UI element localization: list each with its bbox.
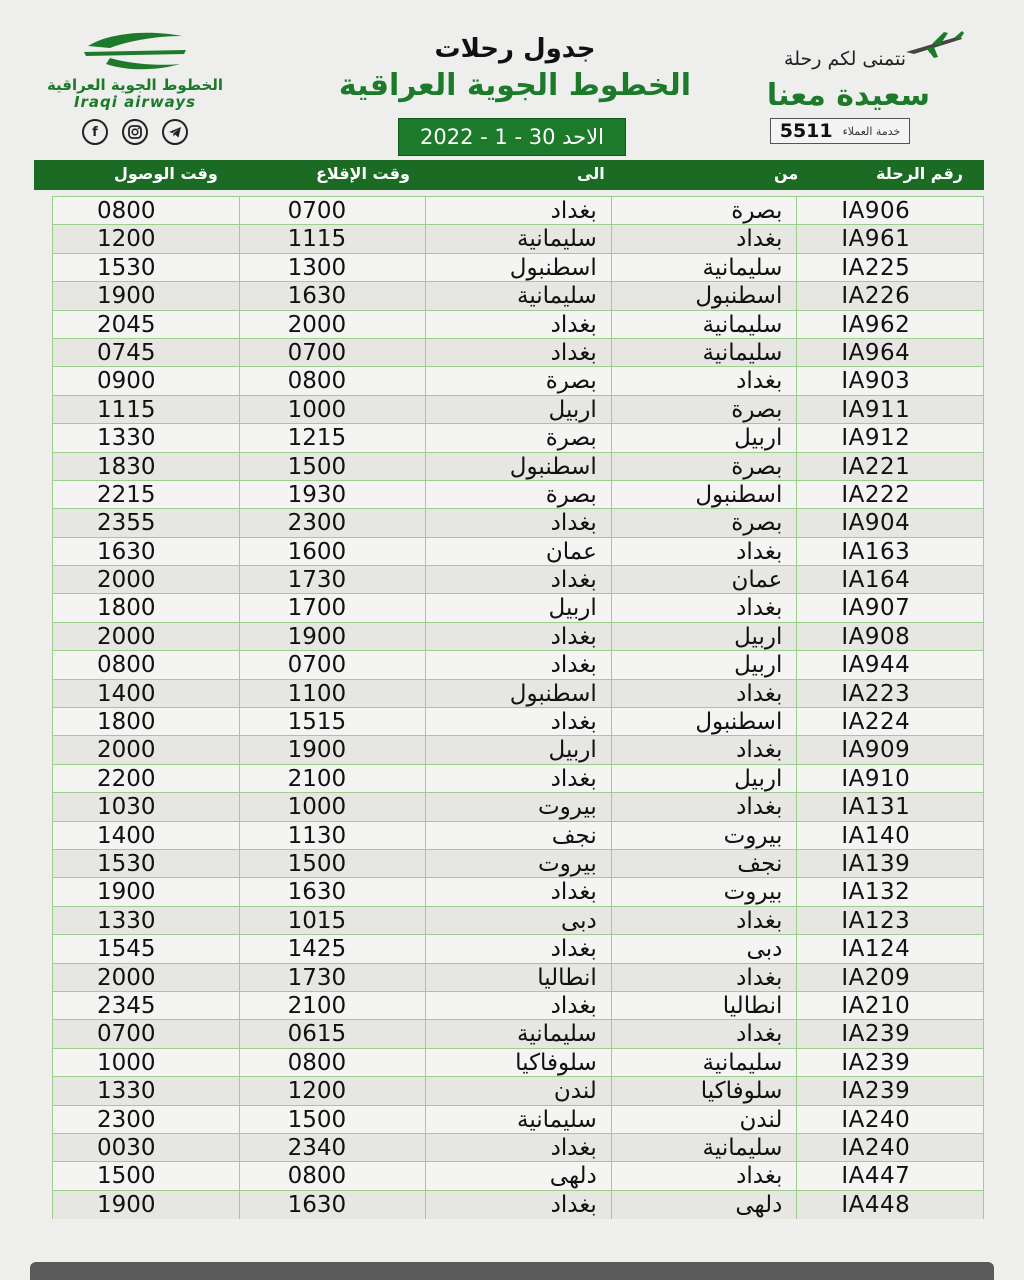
customer-service-label: خدمة العملاء [842,124,901,138]
table-row [53,254,983,282]
arrival-time: 0800 [53,651,240,678]
origin: بغداد [612,680,798,707]
header [0,0,1024,160]
flight-number: IA944 [841,652,911,679]
flight-number: IA140 [841,822,911,849]
table-row [53,396,983,424]
destination: اسطنبول [426,254,612,281]
origin: اربيل [612,765,798,792]
arrival-time: 2300 [53,1106,240,1133]
arrival-time: 2215 [53,481,240,508]
table-row [53,680,983,708]
destination: بغداد [426,708,612,735]
destination: نجف [426,822,612,849]
airline-name-ar: الخطوط الجوية العراقية [46,76,224,94]
destination: اسطنبول [426,453,612,480]
flight-number: IA210 [841,992,911,1019]
arrival-time: 0800 [53,197,240,224]
departure-time: 2100 [240,992,427,1019]
flight-number: IA225 [841,254,911,281]
flight-number: IA209 [841,964,911,991]
flight-number: IA239 [841,1078,911,1105]
destination: بغداد [426,1134,612,1161]
destination: دلهى [426,1162,612,1189]
table-row [53,992,983,1020]
destination: سليمانية [426,1020,612,1047]
flight-number: IA240 [841,1106,911,1133]
departure-time: 1000 [240,396,427,423]
departure-time: 2340 [240,1134,427,1161]
arrival-time: 1200 [53,225,240,252]
origin: اسطنبول [612,708,798,735]
arrival-time: 2000 [53,964,240,991]
arrival-time: 1545 [53,935,240,962]
column-flight-number: رقم الرحلة [876,164,964,183]
origin: انطاليا [612,992,798,1019]
flight-number: IA163 [841,538,911,565]
origin: بغداد [612,964,798,991]
flight-number: IA222 [841,481,911,508]
origin: سليمانية [612,1049,798,1076]
destination: بصرة [426,481,612,508]
departure-time: 2300 [240,509,427,536]
column-arrival: وقت الوصول [114,164,218,183]
arrival-time: 1000 [53,1049,240,1076]
departure-time: 0800 [240,367,427,394]
departure-time: 2000 [240,311,427,338]
arrival-time: 1115 [53,396,240,423]
slogan [740,30,970,150]
destination: بصرة [426,424,612,451]
departure-time: 1730 [240,566,427,593]
arrival-time: 1800 [53,594,240,621]
destination: بغداد [426,651,612,678]
destination: اربيل [426,396,612,423]
departure-time: 1500 [240,453,427,480]
origin: اربيل [612,424,798,451]
flight-number: IA132 [841,879,911,906]
arrival-time: 2045 [53,311,240,338]
table-row [53,1049,983,1077]
table-row [53,481,983,509]
arrival-time: 1030 [53,793,240,820]
flight-number: IA910 [841,765,911,792]
arrival-time: 2200 [53,765,240,792]
flight-number: IA448 [841,1191,911,1218]
origin: بغداد [612,225,798,252]
destination: اربيل [426,594,612,621]
table-row [53,424,983,452]
departure-time: 1900 [240,623,427,650]
destination: سلوفاكيا [426,1049,612,1076]
title-line-2: الخطوط الجوية العراقية [338,68,692,103]
origin: بيروت [612,822,798,849]
destination: بغداد [426,992,612,1019]
title-line-1: جدول رحلات [434,34,596,64]
arrival-time: 0900 [53,367,240,394]
departure-time: 0800 [240,1049,427,1076]
origin: سليمانية [612,1134,798,1161]
origin: اسطنبول [612,481,798,508]
origin: سليمانية [612,254,798,281]
flight-number: IA240 [841,1134,911,1161]
origin: نجف [612,850,798,877]
destination: لندن [426,1077,612,1104]
arrival-time: 1900 [53,1191,240,1219]
departure-time: 1115 [240,225,427,252]
origin: اربيل [612,623,798,650]
flight-number: IA447 [841,1163,911,1190]
origin: اربيل [612,651,798,678]
origin: بصرة [612,197,798,224]
destination: بغداد [426,197,612,224]
destination: بيروت [426,850,612,877]
destination: سليمانية [426,282,612,309]
origin: بغداد [612,1162,798,1189]
social-links [40,119,230,145]
departure-time: 1500 [240,850,427,877]
arrival-time: 0700 [53,1020,240,1047]
arrival-time: 1530 [53,850,240,877]
arrival-time: 0745 [53,339,240,366]
flight-number: IA911 [841,396,911,423]
departure-time: 1500 [240,1106,427,1133]
footer-bar [30,1262,994,1280]
origin: بغداد [612,736,798,763]
destination: سليمانية [426,225,612,252]
table-row [53,225,983,253]
flight-number: IA226 [841,283,911,310]
departure-time: 1630 [240,1191,427,1219]
flight-number: IA912 [841,425,911,452]
destination: اربيل [426,736,612,763]
table-row [53,367,983,395]
origin: عمان [612,566,798,593]
table-row [53,1077,983,1105]
departure-time: 1425 [240,935,427,962]
table-row [53,1020,983,1048]
table-row [53,793,983,821]
table-row [53,538,983,566]
slogan-big: سعيدة معنا [766,78,930,113]
departure-time: 1100 [240,680,427,707]
destination: بغداد [426,1191,612,1219]
destination: بصرة [426,367,612,394]
destination: بغداد [426,339,612,366]
origin: بغداد [612,793,798,820]
table-row [53,1191,983,1219]
flight-number: IA907 [841,595,911,622]
arrival-time: 1400 [53,822,240,849]
origin: اسطنبول [612,282,798,309]
arrival-time: 1800 [53,708,240,735]
destination: عمان [426,538,612,565]
table-row [53,765,983,793]
flight-number: IA239 [841,1021,911,1048]
flight-number: IA962 [841,311,911,338]
telegram-icon[interactable] [162,119,188,145]
table-row [53,907,983,935]
column-from: من [774,164,799,183]
destination: بغداد [426,878,612,905]
departure-time: 0615 [240,1020,427,1047]
arrival-time: 1530 [53,254,240,281]
destination: بغداد [426,623,612,650]
column-departure: وقت الإقلاع [316,164,410,183]
flight-number: IA964 [841,339,911,366]
origin: سلوفاكيا [612,1077,798,1104]
crane-logo-icon [80,28,190,74]
origin: بصرة [612,509,798,536]
departure-time: 0700 [240,651,427,678]
table-row [53,935,983,963]
arrival-time: 1500 [53,1162,240,1189]
arrival-time: 0030 [53,1134,240,1161]
table-row [53,1106,983,1134]
table-row [53,850,983,878]
column-header-bar [34,160,984,190]
table-row [53,1162,983,1190]
destination: سليمانية [426,1106,612,1133]
origin: بغداد [612,907,798,934]
flight-number: IA139 [841,850,911,877]
facebook-icon[interactable]: f [82,119,108,145]
destination: بغداد [426,566,612,593]
table-row [53,708,983,736]
flight-number: IA906 [841,198,911,224]
departure-time: 1730 [240,964,427,991]
departure-time: 1515 [240,708,427,735]
departure-time: 0700 [240,197,427,224]
instagram-icon[interactable] [122,119,148,145]
flight-number: IA961 [841,226,911,253]
destination: بغداد [426,935,612,962]
customer-service [770,118,910,144]
table-row [53,878,983,906]
arrival-time: 1900 [53,282,240,309]
table-row [53,282,983,310]
airline-name-en: Iraqi airways [73,93,197,111]
arrival-time: 1330 [53,907,240,934]
table-row [53,651,983,679]
flight-number: IA903 [841,368,911,395]
destination: بغداد [426,509,612,536]
origin: سليمانية [612,311,798,338]
origin: بيروت [612,878,798,905]
arrival-time: 2000 [53,566,240,593]
table-row [53,964,983,992]
flight-number: IA908 [841,623,911,650]
table-row [53,736,983,764]
arrival-time: 1400 [53,680,240,707]
departure-time: 1630 [240,282,427,309]
schedule-title [330,34,700,103]
origin: بصرة [612,396,798,423]
flight-number: IA904 [841,510,911,537]
departure-time: 1215 [240,424,427,451]
origin: بغداد [612,367,798,394]
departure-time: 0800 [240,1162,427,1189]
arrival-time: 2000 [53,736,240,763]
arrival-time: 1330 [53,1077,240,1104]
flight-number: IA239 [841,1049,911,1076]
departure-time: 0700 [240,339,427,366]
destination: بيروت [426,793,612,820]
destination: بغداد [426,311,612,338]
departure-time: 1900 [240,736,427,763]
customer-service-number: 5511 [779,120,833,142]
departure-time: 2100 [240,765,427,792]
origin: لندن [612,1106,798,1133]
origin: بغداد [612,594,798,621]
flights-table [52,196,984,1219]
flight-number: IA123 [841,907,911,934]
table-row [53,453,983,481]
table-row [53,623,983,651]
table-row [53,594,983,622]
departure-time: 1000 [240,793,427,820]
arrival-time: 1630 [53,538,240,565]
schedule-date: الاحد 30 - 1 - 2022 [398,118,626,156]
slogan-small: نتمنى لكم رحلة [784,48,906,70]
origin: سليمانية [612,339,798,366]
table-row [53,1134,983,1162]
departure-time: 1300 [240,254,427,281]
destination: انطاليا [426,964,612,991]
table-row [53,822,983,850]
arrival-time: 2345 [53,992,240,1019]
arrival-time: 2000 [53,623,240,650]
flight-number: IA223 [841,680,911,707]
table-row [53,509,983,537]
origin: دلهى [612,1191,798,1219]
airplane-icon [904,30,964,60]
table-row [53,197,983,225]
destination: دبى [426,907,612,934]
departure-time: 1015 [240,907,427,934]
departure-time: 1630 [240,878,427,905]
departure-time: 1130 [240,822,427,849]
flight-number: IA124 [841,936,911,963]
origin: بغداد [612,538,798,565]
flight-number: IA164 [841,567,911,594]
origin: بصرة [612,453,798,480]
arrival-time: 1830 [53,453,240,480]
departure-time: 1930 [240,481,427,508]
origin: بغداد [612,1020,798,1047]
arrival-time: 2355 [53,509,240,536]
destination: بغداد [426,765,612,792]
departure-time: 1700 [240,594,427,621]
flight-number: IA909 [841,737,911,764]
airline-logo [40,28,230,163]
column-to: الى [577,164,605,183]
departure-time: 1600 [240,538,427,565]
flight-number: IA221 [841,453,911,480]
origin: دبى [612,935,798,962]
table-row [53,566,983,594]
destination: اسطنبول [426,680,612,707]
flight-number: IA131 [841,794,911,821]
table-row [53,339,983,367]
arrival-time: 1330 [53,424,240,451]
arrival-time: 1900 [53,878,240,905]
flight-number: IA224 [841,709,911,736]
departure-time: 1200 [240,1077,427,1104]
table-row [53,311,983,339]
